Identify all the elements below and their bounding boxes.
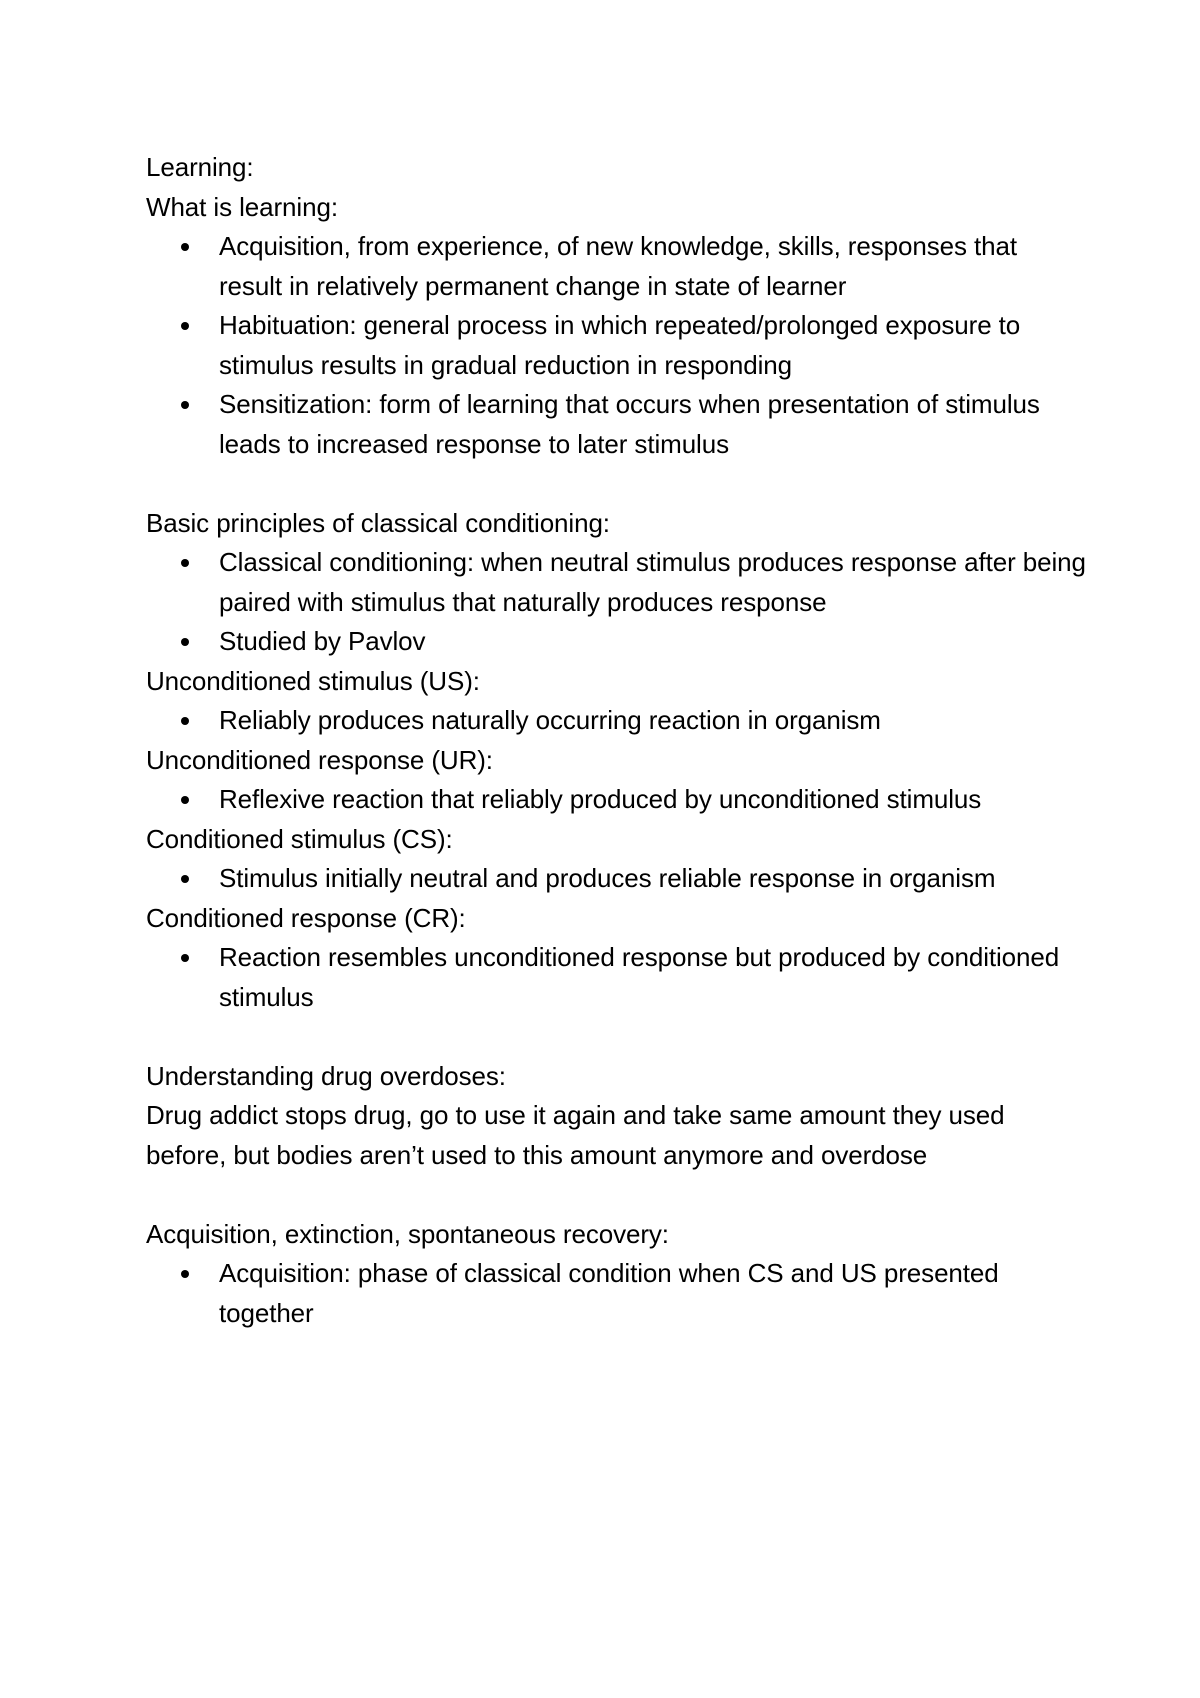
paragraph-drug-overdoses: Drug addict stops drug, go to use it again and take same amount they used before, but bodies aren’t used to this amount anymore and overdose <box>146 1100 1005 1170</box>
bullet-icon <box>181 954 189 962</box>
spacer <box>146 1017 1086 1057</box>
heading-conditioned-stimulus: Conditioned stimulus (CS): <box>146 823 453 854</box>
list-item: Studied by Pavlov <box>219 622 1086 662</box>
heading-classical-conditioning: Basic principles of classical conditioning: <box>146 507 610 538</box>
list-item: Sensitization: form of learning that occurs when presentation of stimulus leads to increased response to later stimulus <box>219 385 1086 464</box>
bullet-list <box>146 701 1086 741</box>
heading-unconditioned-response: Unconditioned response (UR): <box>146 744 493 775</box>
bullet-list <box>146 227 1086 464</box>
spacer <box>146 1175 1086 1215</box>
bullet-list <box>146 780 1086 820</box>
list-item: Stimulus initially neutral and produces reliable response in organism <box>219 859 1086 899</box>
bullet-icon <box>181 875 189 883</box>
heading-unconditioned-stimulus: Unconditioned stimulus (US): <box>146 665 480 696</box>
list-item: Habituation: general process in which repeated/prolonged exposure to stimulus results in gradual reduction in responding <box>219 306 1086 385</box>
bullet-icon <box>181 401 189 409</box>
bullet-list <box>146 1254 1086 1333</box>
list-item: Classical conditioning: when neutral stimulus produces response after being paired with stimulus that naturally produces response <box>219 543 1086 622</box>
list-item: Reflexive reaction that reliably produced by unconditioned stimulus <box>219 780 1086 820</box>
bullet-list <box>146 938 1086 1017</box>
list-item: Reaction resembles unconditioned response but produced by conditioned stimulus <box>219 938 1086 1017</box>
subheading-what-is-learning: What is learning: <box>146 191 338 222</box>
bullet-list <box>146 859 1086 899</box>
bullet-icon <box>181 243 189 251</box>
bullet-icon <box>181 717 189 725</box>
bullet-icon <box>181 796 189 804</box>
heading-conditioned-response: Conditioned response (CR): <box>146 902 466 933</box>
spacer <box>146 464 1086 504</box>
bullet-list <box>146 543 1086 662</box>
bullet-icon <box>181 1270 189 1278</box>
heading-acquisition-extinction: Acquisition, extinction, spontaneous recovery: <box>146 1218 669 1249</box>
list-item: Reliably produces naturally occurring reaction in organism <box>219 701 1086 741</box>
heading-learning: Learning: <box>146 152 254 182</box>
list-item: Acquisition, from experience, of new knowledge, skills, responses that result in relatively permanent change in state of learner <box>219 227 1086 306</box>
bullet-icon <box>181 638 189 646</box>
heading-drug-overdoses: Understanding drug overdoses: <box>146 1060 506 1091</box>
bullet-icon <box>181 559 189 567</box>
list-item: Acquisition: phase of classical condition when CS and US presented together <box>219 1254 1086 1333</box>
document-body <box>146 148 1086 1333</box>
bullet-icon <box>181 322 189 330</box>
